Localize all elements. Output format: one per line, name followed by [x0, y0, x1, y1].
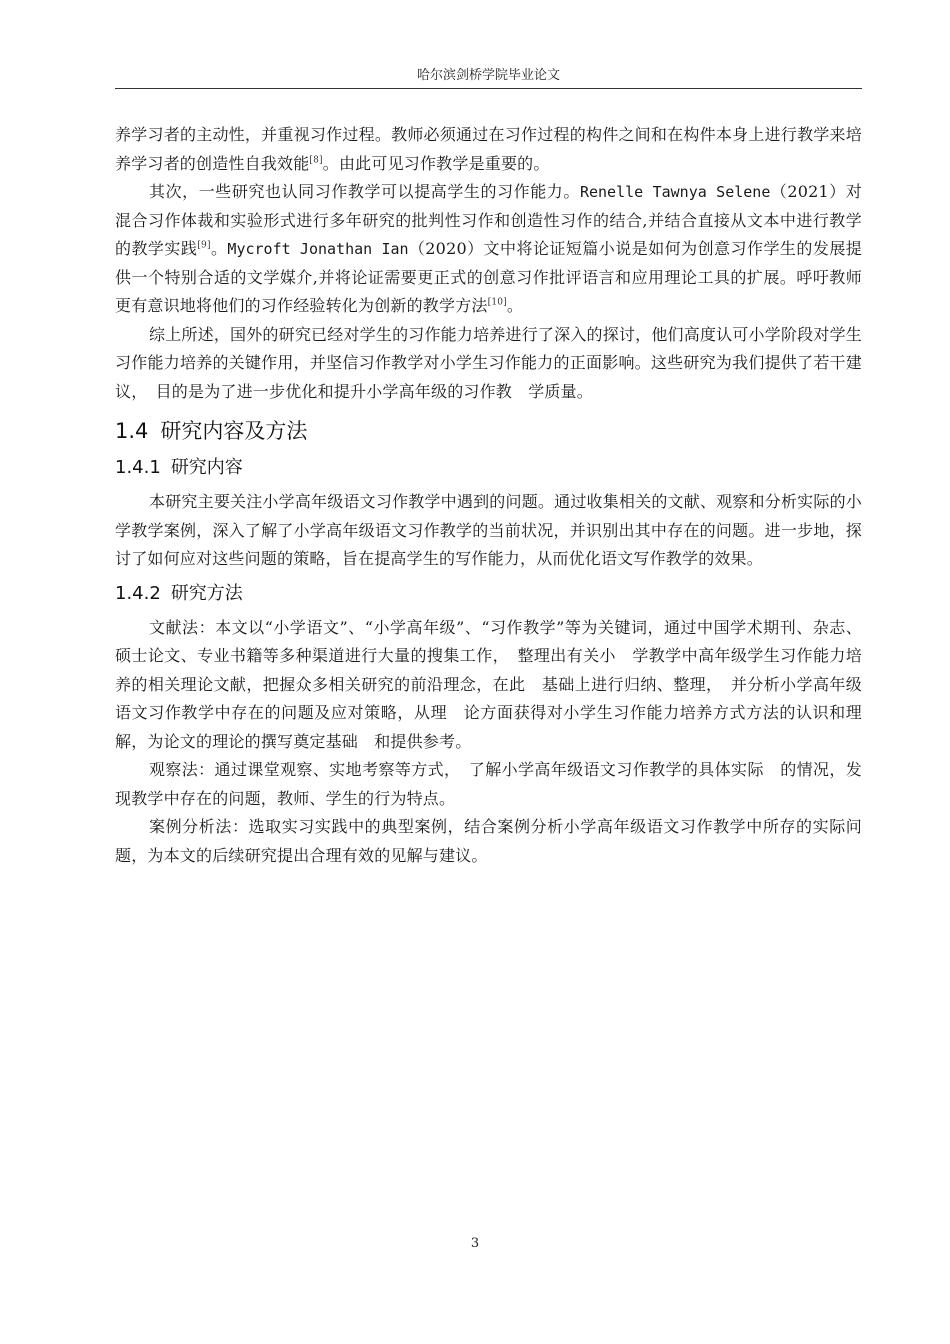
- subsection-number: 1.4.2: [115, 582, 161, 604]
- paragraph-observation-method: 观察法：通过课堂观察、实地考察等方式， 了解小学高年级语文习作教学的具体实际 的情况，发现教学中存在的问题，教师、学生的行为特点。: [115, 760, 862, 808]
- author-name: Renelle Tawnya Selene: [579, 183, 771, 201]
- citation-10: [10]: [487, 297, 507, 308]
- citation-8: [8]: [309, 155, 323, 166]
- section-number: 1.4: [115, 419, 149, 443]
- subsection-heading-1-4-1: [115, 454, 862, 482]
- paragraph-text: 。由此可见习作教学是重要的。: [322, 153, 550, 173]
- subsection-number: 1.4.1: [115, 457, 161, 478]
- subsection-heading-1-4-2: [115, 580, 862, 608]
- paragraph-text: （2020）文中将论证短篇小说是如何为创意习作学生的发展提供一个特别合适的文学媒介,并将论证需要更正式的创意习作批评语言和应用理论工具的扩展。呼吁教师更有意识地将他们的习作经验转化为创新的教学方法: [115, 239, 862, 315]
- page-number: 3: [470, 1236, 480, 1251]
- paragraph-literature-method: 文献法：本文以“小学语文”、“小学高年级”、“习作教学”等为关键词，通过中国学术期刊、杂志、硕士论文、专业书籍等多种渠道进行大量的搜集工作， 整理出有关小 学教学中高年级学生习作能力培养的相关理论文献，把握众多相关研究的前沿理念，在此 基础上进行归纳、整理， 并分析小学高年级语文习作教学中存在的问题及应对策略，从理 论方面获得对小学生习作能力培养方式方法的认识和理解，为论文的理论的撰写奠定基础 和提供参考。: [115, 617, 862, 751]
- header-rule: [115, 88, 862, 89]
- citation-9: [9]: [197, 240, 211, 251]
- paragraph-foreign-studies: [115, 178, 862, 321]
- section-title: 研究内容及方法: [160, 419, 308, 443]
- section-heading-1-4: [115, 416, 862, 446]
- paragraph-text: 其次，一些研究也认同习作教学可以提高学生的习作能力。: [149, 182, 580, 201]
- paragraph-continued: [115, 121, 862, 178]
- paragraph-text: 。: [506, 296, 524, 315]
- page-body: [115, 121, 862, 870]
- paragraph-text: （2021）对混合习作体裁和实验形式进行多年研究的批判性习作和创造性习作的结合,并结合直接从文本中进行教学的教学实践: [115, 182, 862, 258]
- paragraph-summary: 综上所述，国外的研究已经对学生的习作能力培养进行了深入的探讨，他们高度认可小学阶段对学生习作能力培养的关键作用，并坚信习作教学对小学生习作能力的正面影响。这些研究为我们提供了若干建议， 目的是为了进一步优化和提升小学高年级的习作教 学质量。: [115, 324, 862, 401]
- paragraph-text: 。: [210, 239, 228, 258]
- subsection-title: 研究内容: [170, 457, 243, 478]
- paragraph-text: 养学习者的主动性，并重视习作过程。教师必须通过在习作过程的构件之间和在构件本身上进行教学来培养学习者的创造性自我效能: [115, 125, 862, 173]
- author-name: Mycroft Jonathan Ian: [227, 240, 409, 258]
- subsection-title: 研究方法: [170, 582, 243, 604]
- paragraph-research-content: 本研究主要关注小学高年级语文习作教学中遇到的问题。通过收集相关的文献、观察和分析实际的小学教学案例，深入了解了小学高年级语文习作教学的当前状况，并识别出其中存在的问题。进一步地，探讨了如何应对这些问题的策略，旨在提高学生的写作能力，从而优化语文写作教学的效果。: [115, 492, 862, 568]
- paragraph-case-method: 案例分析法：选取实习实践中的典型案例，结合案例分析小学高年级语文习作教学中所存的实际问题，为本文的后续研究提出合理有效的见解与建议。: [115, 817, 862, 865]
- running-header: 哈尔滨剑桥学院毕业论文: [416, 68, 560, 83]
